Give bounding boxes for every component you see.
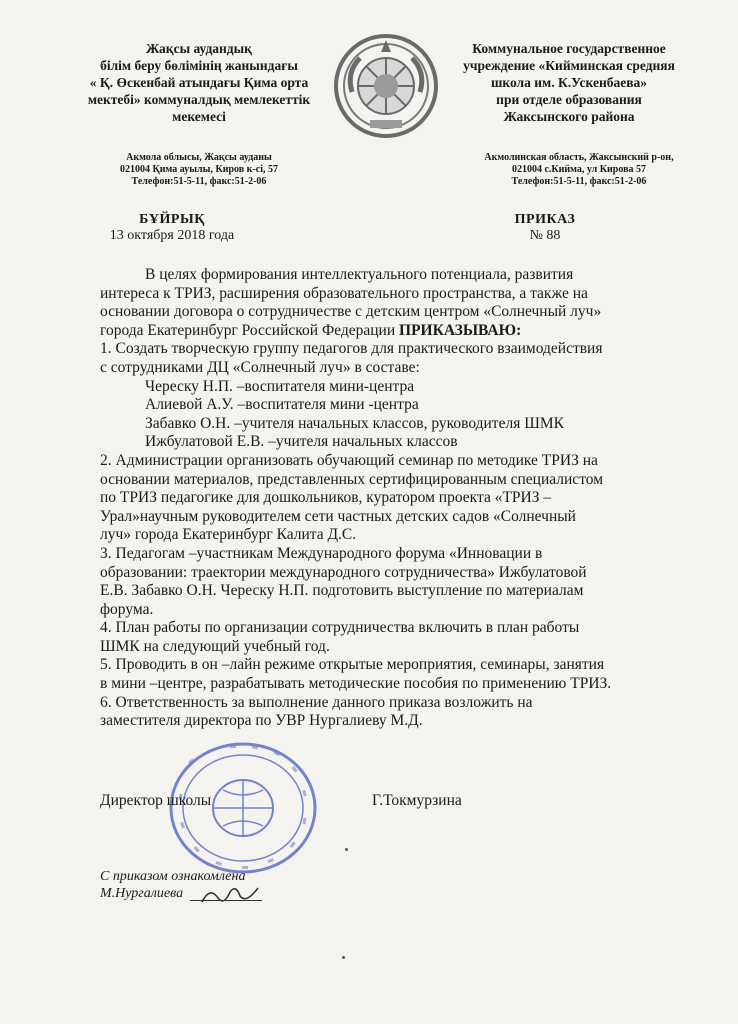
header-right-line: при отделе образования	[496, 92, 642, 107]
header-right-line: учреждение «Кийминская средняя	[463, 58, 675, 73]
address-line: 021004 Қима ауылы, Киров к-сі, 57	[119, 164, 278, 175]
header-right-institution	[452, 40, 686, 125]
item-3-line: 3. Педагогам –участникам Международного форума «Инновации в	[100, 544, 543, 562]
item-2-line: основании материалов, представленных сертифицированным специалистом	[100, 470, 604, 488]
header-left-line: мектебі» коммуналдық мемлекеттік	[87, 92, 311, 107]
acknowledgement-name: М.Нургалиева	[100, 886, 184, 901]
item-6-line: заместителя директора по УВР Нургалиеву М.Д.	[100, 712, 423, 730]
item-2-line: луч» города Екатеринбург Калита Д.С.	[100, 526, 357, 544]
state-emblem-icon	[332, 32, 440, 140]
address-line: Телефон:51-5-11, факс:51-2-06	[131, 176, 267, 187]
header-right-line: Коммунальное государственное	[472, 41, 666, 56]
body-line: основании договора о сотрудничестве с детским центром «Солнечный луч»	[100, 303, 602, 321]
group-member: Забавко О.Н. –учителя начальных классов, руководителя ШМК	[145, 414, 564, 432]
header-right-line: школа им. К.Ускенбаева»	[490, 75, 648, 90]
address-line: Акмолинская область, Жаксынский р-он,	[484, 152, 674, 163]
item-5-line: 5. Проводить в он –лайн режиме открытые мероприятия, семинары, занятия	[100, 656, 605, 674]
signature-underline	[190, 900, 262, 901]
header-left-institution	[82, 40, 316, 125]
item-1-line: 1. Создать творческую группу педагогов для практического взаимодействия	[100, 340, 603, 358]
handwritten-signature-icon	[196, 880, 266, 910]
order-number: № 88	[529, 228, 561, 243]
item-2-line: по ТРИЗ педагогике для дошкольников, куратором проекта «ТРИЗ –	[100, 489, 552, 507]
item-3-line: форума.	[100, 600, 154, 618]
item-1-line: с сотрудниками ДЦ «Солнечный луч» в составе:	[100, 358, 420, 376]
item-2-line: Урал»научным руководителем сети частных детских садов «Солнечный	[100, 507, 576, 525]
order-title-russian: ПРИКАЗ	[514, 212, 576, 227]
scan-speck	[342, 956, 345, 959]
header-left-line: « Қ. Өскенбай атындағы Қима орта	[89, 75, 309, 90]
item-4-line: ШМК на следующий учебный год.	[100, 637, 330, 655]
header-left-line: мекемесі	[172, 109, 226, 124]
signatory-position: Директор школы	[100, 792, 212, 809]
group-member: Ижбулатовой Е.В. –учителя начальных классов	[145, 433, 458, 451]
scan-speck	[345, 848, 348, 851]
intro-last-line: города Екатеринбург Российской Федерации	[100, 321, 400, 339]
header-left-line: білім беру бөлімінің жанындағы	[100, 58, 298, 73]
order-body	[100, 266, 700, 731]
group-member: Череску Н.П. –воспитателя мини-центра	[145, 377, 415, 395]
address-line: 021004 с.Кийма, ул Кирова 57	[511, 164, 647, 175]
address-line: Акмола облысы, Жақсы ауданы	[126, 152, 272, 163]
item-3-line: образовании: траектории международного сотрудничества» Ижбулатовой	[100, 563, 587, 581]
order-right	[470, 212, 620, 244]
item-2-line: 2. Администрации организовать обучающий семинар по методике ТРИЗ на	[100, 451, 598, 469]
order-left	[82, 212, 262, 244]
order-title-kazakh: БҰЙРЫҚ	[139, 212, 205, 227]
signatory-name: Г.Токмурзина	[372, 792, 462, 809]
body-line	[100, 322, 700, 341]
header-left-line: Жақсы аудандық	[146, 41, 252, 56]
order-date: 13 октября 2018 года	[109, 228, 235, 243]
item-3-line: Е.В. Забавко О.Н. Череску Н.П. подготовить выступление по материалам	[100, 582, 584, 600]
acknowledgement-label: С приказом ознакомлена	[100, 869, 246, 884]
header-right-line: Жаксынского района	[503, 109, 635, 124]
header-left-address	[82, 152, 316, 188]
header-right-address	[462, 152, 696, 188]
body-line: В целях формирования интеллектуального потенциала, развития	[145, 266, 574, 283]
item-6-line: 6. Ответственность за выполнение данного приказа возложить на	[100, 693, 533, 711]
address-line: Телефон:51-5-11, факс:51-2-06	[511, 176, 647, 187]
group-member: Алиевой А.У. –воспитателя мини -центра	[145, 396, 419, 414]
item-5-line: в мини –центре, разрабатывать методические пособия по применению ТРИЗ.	[100, 675, 612, 693]
body-line: интереса к ТРИЗ, расширения образовательного пространства, а также на	[100, 284, 588, 302]
command-word: ПРИКАЗЫВАЮ:	[399, 321, 522, 339]
item-4-line: 4. План работы по организации сотрудничества включить в план работы	[100, 619, 580, 637]
